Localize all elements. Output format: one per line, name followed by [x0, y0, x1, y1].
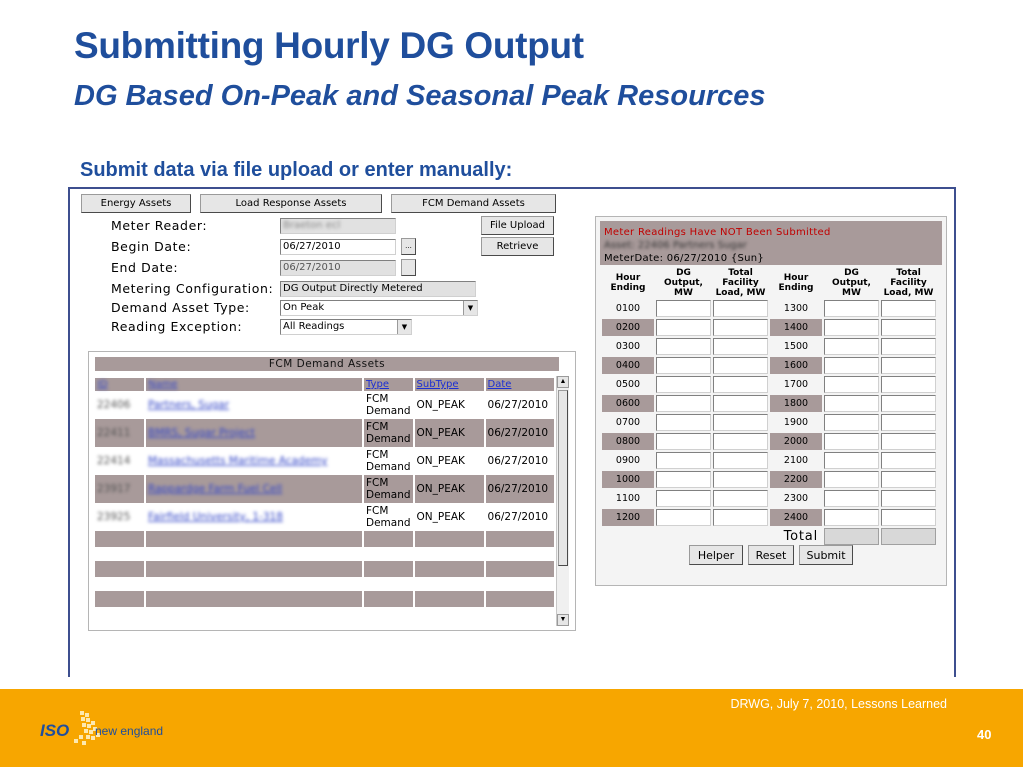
hour-ending-cell: 2100 — [783, 455, 809, 466]
table-row[interactable]: 23917 Rappardge Farm Fuel Cell FCM Demand ON_PEAK 06/27/2010 — [95, 475, 555, 503]
footer-caption: DRWG, July 7, 2010, Lessons Learned — [730, 697, 947, 711]
table-row[interactable]: 22411 BMRS, Sugar Project FCM Demand ON_PEAK 06/27/2010 — [95, 419, 555, 447]
total-facility-load-input[interactable] — [713, 414, 768, 431]
dropdown-arrow-icon[interactable]: ▼ — [463, 301, 477, 315]
hour-ending-cell: 0600 — [602, 395, 654, 412]
scroll-thumb[interactable] — [558, 390, 568, 566]
empty-row — [95, 547, 555, 561]
col-name-header[interactable]: Name — [145, 378, 363, 391]
readings-header — [600, 221, 942, 265]
empty-row — [95, 531, 555, 547]
hour-ending-cell: 2300 — [783, 493, 809, 504]
total-facility-load-input[interactable] — [881, 338, 936, 355]
hour-ending-cell: 0500 — [615, 379, 641, 390]
reading-row — [602, 452, 936, 469]
metering-config-label: Metering Configuration: — [111, 281, 274, 296]
total-facility-load-input[interactable] — [713, 509, 768, 526]
hour-ending-cell: 1700 — [783, 379, 809, 390]
empty-row — [95, 577, 555, 591]
hour-ending-header: Hour Ending — [610, 273, 646, 293]
begin-date-label: Begin Date: — [111, 239, 192, 254]
end-date-label: End Date: — [111, 260, 179, 275]
slide-instruction: Submit data via file upload or enter manually: — [80, 159, 513, 181]
total-facility-load-input[interactable] — [881, 376, 936, 393]
dg-output-input[interactable] — [824, 452, 879, 469]
retrieve-button[interactable]: Retrieve — [481, 237, 554, 256]
hour-ending-cell: 1000 — [602, 471, 654, 488]
dg-output-input[interactable] — [656, 395, 711, 412]
total-facility-load-input[interactable] — [881, 300, 936, 317]
reading-exception-select[interactable] — [280, 319, 412, 335]
hour-ending-cell: 0300 — [615, 341, 641, 352]
total-label: Total — [783, 529, 818, 544]
dg-output-input[interactable] — [824, 338, 879, 355]
meter-reader-label: Meter Reader: — [111, 218, 208, 233]
dg-output-input[interactable] — [656, 490, 711, 507]
dg-output-input[interactable] — [824, 319, 879, 336]
tab-fcm-demand-assets[interactable]: FCM Demand Assets — [391, 194, 556, 213]
dg-output-input[interactable] — [656, 376, 711, 393]
meter-reader-field — [280, 218, 396, 234]
tab-energy-assets[interactable]: Energy Assets — [81, 194, 191, 213]
hour-ending-cell: 1900 — [783, 417, 809, 428]
reading-exception-value: All Readings — [283, 321, 345, 332]
total-facility-load-input[interactable] — [713, 376, 768, 393]
begin-date-picker-button[interactable]: ... — [401, 238, 416, 255]
hour-ending-cell: 1100 — [615, 493, 641, 504]
dg-output-input[interactable] — [656, 471, 711, 488]
dg-output-input[interactable] — [824, 471, 879, 488]
iso-new-england-logo — [36, 709, 186, 749]
total-facility-load-input[interactable] — [881, 490, 936, 507]
total-facility-load-box — [881, 528, 936, 545]
total-facility-load-input[interactable] — [713, 452, 768, 469]
dg-output-input[interactable] — [656, 452, 711, 469]
scroll-up-icon[interactable]: ▲ — [557, 376, 569, 388]
total-facility-load-input[interactable] — [881, 395, 936, 412]
dg-output-input[interactable] — [656, 433, 711, 450]
reading-row — [602, 490, 936, 507]
empty-row — [95, 561, 555, 577]
hour-ending-cell: 1500 — [783, 341, 809, 352]
reading-exception-label: Reading Exception: — [111, 319, 243, 334]
fcm-demand-assets-panel — [88, 351, 576, 631]
reading-row — [602, 319, 936, 336]
total-facility-load-input[interactable] — [713, 433, 768, 450]
dg-output-input[interactable] — [656, 300, 711, 317]
hour-ending-cell: 1400 — [770, 319, 822, 336]
totals-row — [602, 528, 936, 545]
dg-output-input[interactable] — [824, 300, 879, 317]
dg-output-input[interactable] — [656, 357, 711, 374]
vertical-scrollbar[interactable] — [556, 376, 569, 626]
total-facility-load-input[interactable] — [713, 395, 768, 412]
total-facility-load-input[interactable] — [713, 338, 768, 355]
total-facility-load-input[interactable] — [881, 319, 936, 336]
asset-line: Asset: 22406 Partners Sugar — [604, 240, 747, 251]
total-facility-load-input[interactable] — [713, 319, 768, 336]
assets-panel-title: FCM Demand Assets — [95, 357, 559, 371]
reading-row — [602, 338, 936, 355]
total-facility-load-input[interactable] — [881, 414, 936, 431]
hour-ending-cell: 1200 — [602, 509, 654, 526]
reading-row — [602, 414, 936, 431]
hour-ending-cell: 2400 — [770, 509, 822, 526]
hour-ending-cell: 2200 — [770, 471, 822, 488]
dg-output-input[interactable] — [656, 509, 711, 526]
table-row[interactable]: 22406 Partners, Sugar FCM Demand ON_PEAK 06/27/2010 — [95, 391, 555, 419]
submission-status: Meter Readings Have NOT Been Submitted — [604, 227, 831, 238]
table-row[interactable]: 23925 Fairfield University, 1-318 FCM Demand ON_PEAK 06/27/2010 — [95, 503, 555, 531]
reset-button[interactable]: Reset — [748, 545, 794, 565]
hour-ending-cell: 0400 — [602, 357, 654, 374]
demand-asset-type-value: On Peak — [283, 302, 325, 313]
slide-title: Submitting Hourly DG Output — [74, 25, 584, 66]
hour-ending-cell: 0900 — [615, 455, 641, 466]
reading-row — [602, 471, 936, 488]
meter-date: MeterDate: 06/27/2010 {Sun} — [604, 253, 765, 264]
dg-output-input[interactable] — [656, 338, 711, 355]
total-dg-output-box — [824, 528, 879, 545]
dg-output-input[interactable] — [656, 319, 711, 336]
dg-output-input[interactable] — [824, 376, 879, 393]
dg-output-input[interactable] — [824, 395, 879, 412]
helper-button[interactable]: Helper — [689, 545, 743, 565]
dg-output-header: DG Output, MW — [664, 268, 703, 298]
tab-load-response-assets[interactable]: Load Response Assets — [200, 194, 382, 213]
readings-header-row — [602, 268, 936, 298]
dg-output-input[interactable] — [656, 414, 711, 431]
total-facility-header: Total Facility Load, MW — [883, 268, 934, 298]
empty-row — [95, 591, 555, 607]
metering-config-field: DG Output Directly Metered — [280, 281, 476, 297]
hour-ending-cell: 1800 — [770, 395, 822, 412]
dg-output-input[interactable] — [824, 433, 879, 450]
total-facility-load-input[interactable] — [713, 357, 768, 374]
demand-asset-type-select[interactable] — [280, 300, 478, 316]
reading-row — [602, 357, 936, 374]
hour-ending-cell: 1600 — [770, 357, 822, 374]
end-date-picker-button[interactable] — [401, 259, 416, 276]
col-id-header[interactable]: ID — [95, 378, 145, 391]
file-upload-button[interactable]: File Upload — [481, 216, 554, 235]
total-facility-load-input[interactable] — [713, 490, 768, 507]
scroll-down-icon[interactable]: ▼ — [557, 614, 569, 626]
total-facility-header: Total Facility Load, MW — [715, 268, 766, 298]
total-facility-load-input[interactable] — [881, 509, 936, 526]
dropdown-arrow-icon[interactable]: ▼ — [397, 320, 411, 334]
page-number: 40 — [977, 727, 992, 742]
dg-output-input[interactable] — [824, 357, 879, 374]
hour-ending-cell: 1300 — [783, 303, 809, 314]
hour-ending-cell: 0700 — [615, 417, 641, 428]
reading-row — [602, 300, 936, 317]
hour-ending-cell: 0200 — [602, 319, 654, 336]
end-date-input: 06/27/2010 — [280, 260, 396, 276]
table-row[interactable]: 22414 Massachusetts Maritime Academy FCM Demand ON_PEAK 06/27/2010 — [95, 447, 555, 475]
hour-ending-cell: 0800 — [602, 433, 654, 450]
reading-row — [602, 433, 936, 450]
total-facility-load-input[interactable] — [881, 452, 936, 469]
assets-header-row — [95, 378, 555, 391]
col-date-header[interactable]: Date — [485, 378, 555, 391]
reading-row — [602, 376, 936, 393]
logo-iso-text: ISO — [40, 721, 70, 740]
dg-output-input[interactable] — [824, 509, 879, 526]
reading-row — [602, 509, 936, 526]
total-facility-load-input[interactable] — [713, 471, 768, 488]
assets-table — [95, 378, 556, 607]
total-facility-load-input[interactable] — [881, 433, 936, 450]
dg-output-input[interactable] — [824, 490, 879, 507]
dg-output-input[interactable] — [824, 414, 879, 431]
meter-readings-panel — [595, 216, 947, 586]
submit-button[interactable]: Submit — [799, 545, 853, 565]
total-facility-load-input[interactable] — [713, 300, 768, 317]
footer-bar — [0, 689, 1023, 767]
slide-subtitle: DG Based On-Peak and Seasonal Peak Resources — [74, 80, 766, 112]
hour-ending-header: Hour Ending — [778, 273, 814, 293]
col-type-header[interactable]: Type — [363, 378, 414, 391]
dg-output-header: DG Output, MW — [832, 268, 871, 298]
demand-asset-type-label: Demand Asset Type: — [111, 300, 250, 315]
total-facility-load-input[interactable] — [881, 357, 936, 374]
logo-new-england-text: new england — [95, 724, 164, 738]
meter-reader-value: Braeton ecl — [283, 220, 341, 231]
col-subtype-header[interactable]: SubType — [414, 378, 485, 391]
hour-ending-cell: 0100 — [615, 303, 641, 314]
readings-grid — [600, 266, 938, 547]
total-facility-load-input[interactable] — [881, 471, 936, 488]
reading-row — [602, 395, 936, 412]
hour-ending-cell: 2000 — [770, 433, 822, 450]
begin-date-input[interactable]: 06/27/2010 — [280, 239, 396, 255]
